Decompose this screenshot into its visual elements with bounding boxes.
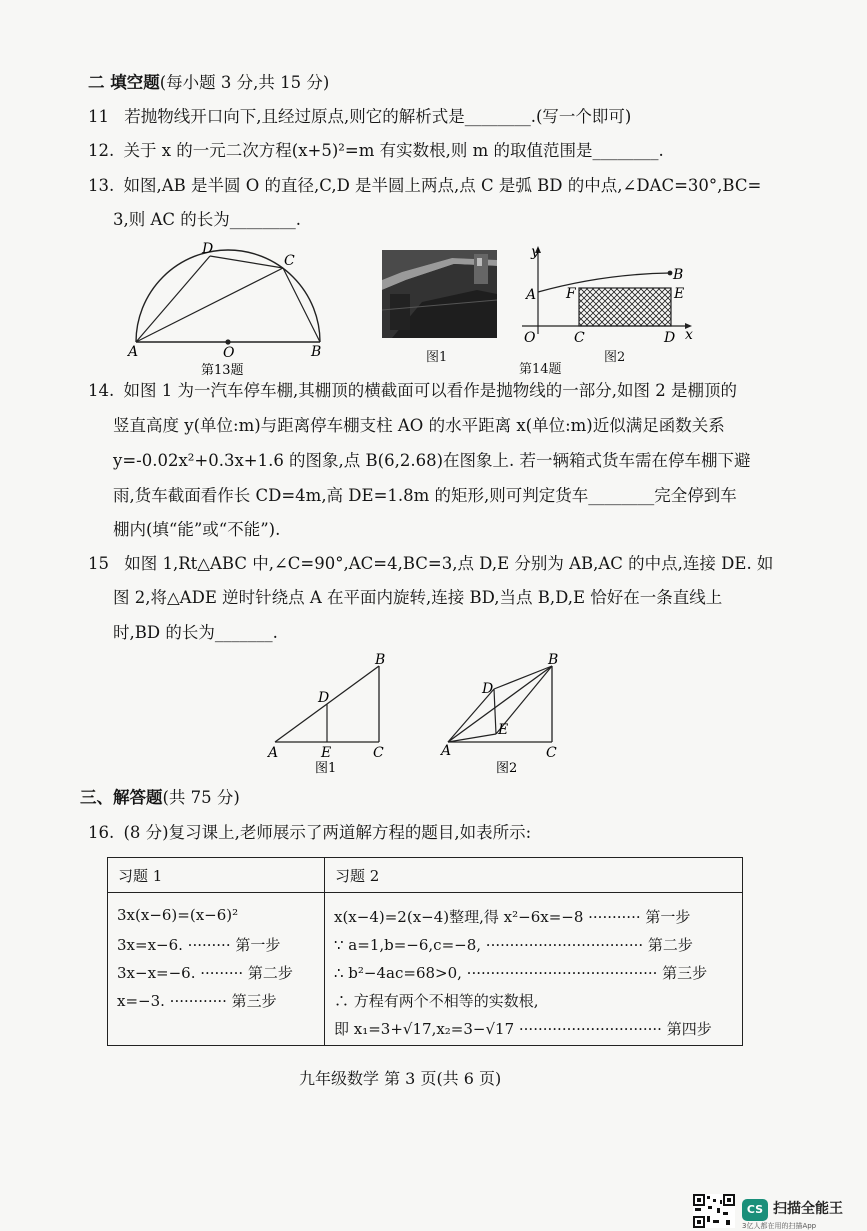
question-15-line3: 时,BD 的长为_______. [113, 623, 278, 642]
question-number: 12. [88, 141, 115, 160]
label-c: C [373, 745, 384, 761]
label-a: A [441, 743, 452, 759]
figure-13 [128, 241, 328, 382]
label-b: B [311, 344, 322, 360]
right-triangle-diagram [265, 652, 395, 777]
question-16 [88, 822, 531, 844]
rotated-triangle-diagram [438, 652, 568, 777]
exercise-2-line: 即 x₁=3+√17,x₂=3−√17 ······························ 第四步 [334, 1020, 712, 1038]
figure-14-caption: 第14题 [519, 362, 562, 377]
question-11 [88, 106, 631, 128]
label-d: D [664, 330, 676, 346]
question-number: 15 [88, 554, 109, 573]
segment-de [494, 689, 496, 734]
question-12 [88, 140, 664, 162]
scanner-app-name: 扫描全能王 [773, 1201, 843, 1217]
question-13-line2: 3,则 AC 的长为________. [113, 210, 302, 229]
parabola-graph [518, 244, 698, 349]
question-13 [88, 175, 761, 197]
label-a: A [128, 344, 139, 360]
figure-caption: 图1 [315, 761, 337, 776]
section-heading [88, 72, 329, 94]
exercise-2-line: x(x−4)=2(x−4)整理,得 x²−6x=−8 ··········· 第一步 [334, 908, 691, 926]
label-c: C [546, 745, 557, 761]
exercise-2-cell [325, 893, 743, 1046]
figure-caption: 第13题 [201, 363, 244, 378]
qr-code-icon [693, 1194, 735, 1228]
section-heading-3 [80, 787, 240, 809]
label-e: E [498, 722, 509, 738]
scanner-tagline: 3亿人都在用的扫描App [742, 1222, 817, 1230]
exercise-2-line: ∵ a=1,b=−6,c=−8, ································· 第二步 [334, 936, 693, 954]
axis-label-y: y [531, 244, 539, 260]
label-e: E [674, 286, 685, 302]
label-b: B [375, 652, 386, 668]
exercise-table [107, 857, 743, 1046]
question-text: 若抛物线开口向下,且经过原点,则它的解析式是________.(写一个即可) [124, 107, 632, 126]
question-14-line2: 竖直高度 y(单位:m)与距离停车棚支柱 AO 的水平距离 x(单位:m)近似满足函数关系 [113, 416, 725, 435]
question-14-line5: 棚内(填“能”或“不能”). [113, 520, 281, 539]
segment-cb [283, 268, 320, 342]
label-f: F [566, 286, 576, 302]
exercise-1-line: x=−3. ············ 第三步 [117, 992, 277, 1010]
carport-photo [382, 250, 497, 338]
question-15 [88, 553, 773, 575]
label-b: B [548, 652, 559, 668]
question-14-line4: 雨,货车截面看作长 CD=4m,高 DE=1.8m 的矩形,则可判定货车________完全停到车 [113, 486, 737, 505]
table-header-row [108, 858, 743, 893]
table-header-2: 习题 2 [325, 858, 743, 893]
center-o [225, 339, 230, 344]
label-o: O [524, 330, 536, 346]
label-o: O [223, 345, 235, 361]
figure-caption-2: 图2 [604, 350, 626, 365]
question-text-line1: 如图 1,Rt△ABC 中,∠C=90°,AC=4,BC=3,点 D,E 分别为 AB,AC 的中点,连接 DE. 如 [124, 554, 774, 573]
question-number: 11 [88, 107, 109, 126]
section-title: 二 填空题 [88, 73, 160, 92]
table-header-1: 习题 1 [108, 858, 325, 893]
label-c: C [284, 253, 295, 269]
exercise-1-line: 3x−x=−6. ········· 第二步 [117, 964, 293, 982]
label-a: A [268, 745, 279, 761]
figure-14-graph [518, 244, 698, 365]
exercise-2-line: ∴ 方程有两个不相等的实数根, [334, 992, 539, 1010]
label-e: E [321, 745, 332, 761]
label-c: C [574, 330, 585, 346]
semicircle-diagram [128, 241, 328, 378]
figure-caption-1: 图1 [426, 350, 448, 365]
label-d: D [482, 681, 494, 697]
exercise-1-line: 3x(x−6)=(x−6)² [117, 906, 239, 924]
question-14 [88, 380, 737, 402]
question-number: 13. [88, 176, 115, 195]
figure-caption: 图2 [496, 761, 518, 776]
scanner-logo: CS [742, 1199, 768, 1221]
figure-14-photo [382, 250, 497, 365]
page-footer: 九年级数学 第 3 页(共 6 页) [299, 1069, 502, 1088]
table-body-row [108, 893, 743, 1046]
segment-ac [136, 268, 283, 342]
exercise-1-cell [108, 893, 325, 1046]
question-number: 16. [88, 823, 115, 842]
label-b: B [673, 267, 684, 283]
section-note: (每小题 3 分,共 15 分) [159, 73, 330, 92]
exercise-1-line: 3x=x−6. ········· 第一步 [117, 936, 281, 954]
label-d: D [318, 690, 330, 706]
truck-rectangle [579, 288, 671, 326]
question-number: 14. [88, 381, 115, 400]
section-title: 三、解答题 [80, 788, 163, 807]
question-text: (8 分)复习课上,老师展示了两道解方程的题目,如表所示: [123, 823, 532, 842]
label-a: A [526, 287, 537, 303]
question-14-line3: y=-0.02x²+0.3x+1.6 的图象,点 B(6,2.68)在图象上. 若一辆箱式货车需在停车棚下避 [113, 451, 751, 470]
question-text: 关于 x 的一元二次方程(x+5)²=m 有实数根,则 m 的取值范围是________. [123, 141, 664, 160]
section-note: (共 75 分) [162, 788, 240, 807]
figure-15-2 [438, 652, 568, 781]
exercise-2-line: ∴ b²−4ac=68>0, ········································ 第三步 [334, 964, 708, 982]
question-text-line1: 如图 1 为一汽车停车棚,其棚顶的横截面可以看作是抛物线的一部分,如图 2 是棚顶的 [123, 381, 737, 400]
point-b [668, 271, 673, 276]
question-15-line2: 图 2,将△ADE 逆时针绕点 A 在平面内旋转,连接 BD,当点 B,D,E 恰好在一条直线上 [113, 588, 723, 607]
axis-label-x: x [685, 327, 693, 343]
question-text-line1: 如图,AB 是半圆 O 的直径,C,D 是半圆上两点,点 C 是弧 BD 的中点,∠DAC=30°,BC= [123, 176, 762, 195]
figure-15-1 [265, 652, 395, 781]
label-d: D [202, 241, 214, 257]
segment-ae [448, 734, 496, 742]
